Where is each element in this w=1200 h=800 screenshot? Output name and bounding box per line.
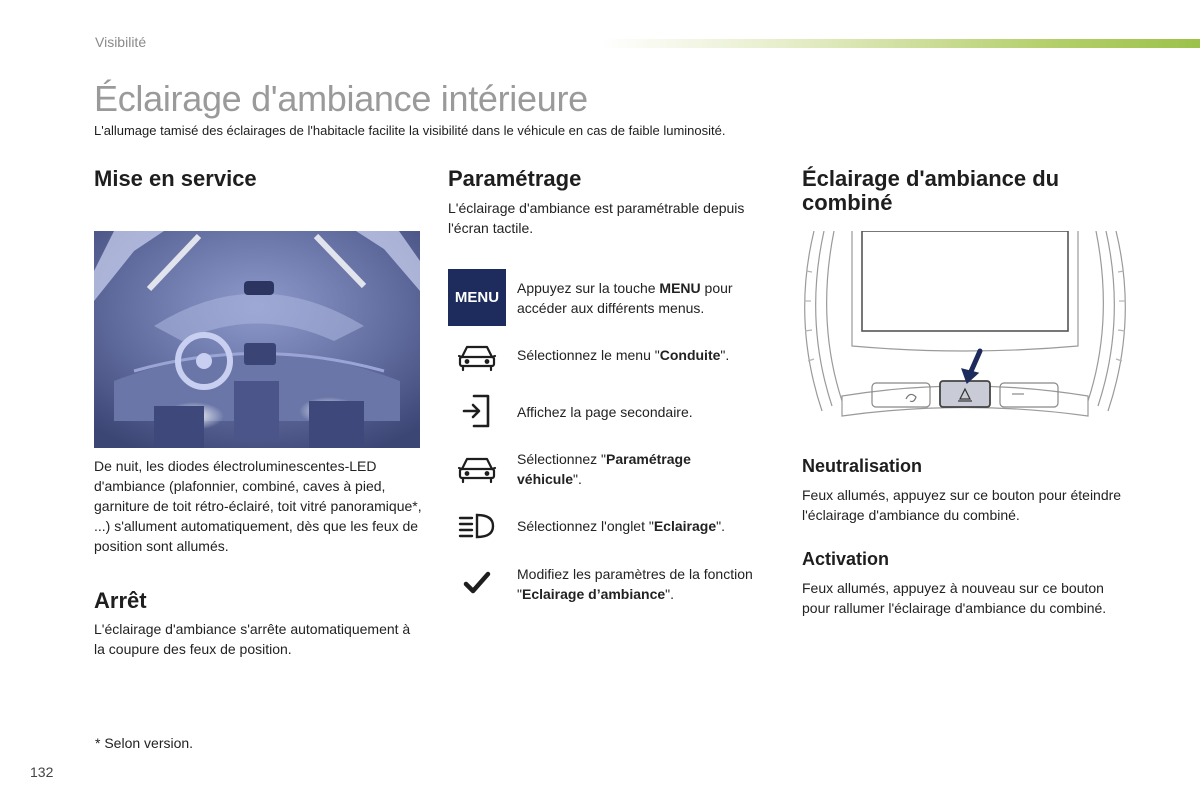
- section-accent-bar: [600, 39, 1200, 48]
- instrument-cluster-diagram: [802, 231, 1128, 448]
- menu-key-icon: MENU: [448, 269, 506, 326]
- section-label: Visibilité: [95, 34, 147, 50]
- neutralisation-text: Feux allumés, appuyez sur ce bouton pour éteindre l'éclairage d'ambiance du combiné.: [802, 487, 1122, 523]
- car-icon: [448, 440, 506, 498]
- checkmark-icon: [448, 554, 506, 612]
- mise-en-service-heading: Mise en service: [94, 166, 257, 191]
- step-4-text: Sélectionnez "Paramétrage véhicule".: [517, 451, 691, 487]
- interior-ambient-photo: [94, 231, 420, 448]
- page-intro: L'allumage tamisé des éclairages de l'habitacle facilite la visibilité dans le véhicule en cas de faible luminosité.: [94, 123, 726, 138]
- activation-text: Feux allumés, appuyez à nouveau sur ce bouton pour rallumer l'éclairage d'ambiance du combiné.: [802, 580, 1107, 616]
- secondary-page-icon: [448, 382, 506, 440]
- neutralisation-heading: Neutralisation: [802, 456, 923, 476]
- headlight-icon: [448, 497, 506, 555]
- activation-heading: Activation: [802, 549, 890, 569]
- footnote: * Selon version.: [95, 735, 194, 751]
- parametrage-heading: Paramétrage: [448, 166, 582, 191]
- arret-text: L'éclairage d'ambiance s'arrête automatiquement à la coupure des feux de position.: [94, 621, 411, 657]
- step-1-text: Appuyez sur la touche MENU pour accéder aux différents menus.: [517, 280, 733, 316]
- parametrage-intro: L'éclairage d'ambiance est paramétrable depuis l'écran tactile.: [448, 200, 745, 236]
- page-title: Éclairage d'ambiance intérieure: [94, 78, 588, 119]
- step-6-text: Modifiez les paramètres de la fonction "Eclairage d’ambiance".: [517, 566, 753, 602]
- combine-heading: Éclairage d'ambiance du combiné: [802, 166, 1060, 215]
- step-3-text: Affichez la page secondaire.: [517, 404, 693, 420]
- page-number: 132: [30, 764, 54, 780]
- car-icon: [448, 328, 506, 386]
- step-5-text: Sélectionnez l'onglet "Eclairage".: [517, 518, 725, 534]
- step-2-text: Sélectionnez le menu "Conduite".: [517, 347, 730, 363]
- mise-en-service-text: De nuit, les diodes électroluminescentes-LED d'ambiance (plafonnier, combiné, caves à pied, garniture de toit rétro-éclairé, toit vitré panoramique*, ...) s'allument automatiquement, dès que les feux de position sont allumés.: [94, 458, 422, 554]
- arret-heading: Arrêt: [94, 588, 147, 613]
